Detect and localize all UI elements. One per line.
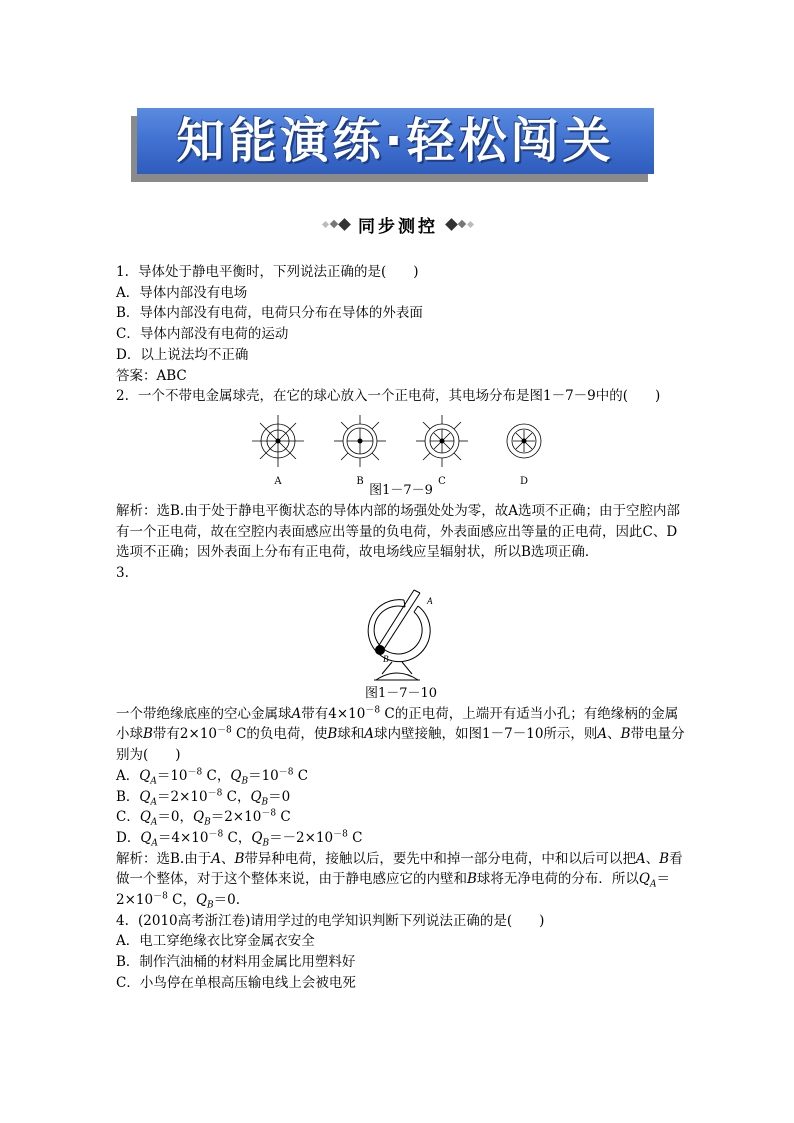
section-header	[316, 212, 480, 236]
figure-caption: 图1－7－9	[369, 482, 433, 498]
question-3-stem: 一个带绝缘底座的空心金属球A带有$4\times 10^{-8}$ C的正电荷，上端开有适当小孔；有绝缘柄的金属小球B带有$2\times 10^{-8}$ C的负电荷，使B球和A球内壁接触，如图1－7－10所示，则A、B带电量分别为( )	[116, 705, 685, 764]
question-4-option: C．小鸟停在单根高压输电线上会被电死	[116, 974, 356, 991]
radial-field-icon	[413, 413, 471, 469]
section-subtitle: 同步测控	[358, 216, 438, 237]
question-4-option: A．电工穿绝缘衣比穿金属衣安全	[116, 933, 315, 950]
diamond-ornament-icon	[458, 220, 466, 228]
question-3-option: D．$Q_A=4\times 10^{-8}$ C，$Q_B=-2\times 10^{-8}$ C	[116, 829, 363, 849]
question-content	[116, 262, 686, 994]
question-1-stem: 1. 导体处于静电平衡时，下列说法正确的是( )	[116, 264, 419, 280]
diamond-ornament-icon	[338, 218, 351, 231]
field-diagram-d	[492, 413, 556, 487]
diamond-ornament-icon	[467, 220, 474, 227]
option-label: B	[356, 475, 364, 487]
radial-field-icon	[495, 413, 553, 469]
question-3-number: 3.	[116, 565, 129, 582]
banner-title: 知能演练·轻松闯关	[176, 113, 615, 169]
label-a: A	[427, 595, 433, 606]
question-3-analysis: 解析：选B.由于A、B带异种电荷，接触以后，要先中和掉一部分电荷，中和以后可以把A、B看做一个整体，对于这个整体来说，由于静电感应它的内壁和B球将无净电荷的分布．所以$Q_A=2\times 10^{-8}$ C，$Q_B=0$.	[116, 850, 683, 911]
question-2-analysis: 解析：选B.由于处于静电平衡状态的导体内部的场强处处为零，故A选项不正确；由于空腔内部有一个正电荷，故在空腔内表面感应出等量的负电荷，外表面感应出等量的正电荷，因此C、D选项不正确；因外表面上分布有正电荷，故电场线应呈辐射状，所以B选项正确．	[116, 502, 680, 561]
question-3-option: A．$Q_A=10^{-8}$ C，$Q_B=10^{-8}$ C	[116, 767, 309, 787]
question-3-option: B．$Q_A=2\times 10^{-8}$ C，$Q_B=0$	[116, 788, 291, 808]
option-label: A	[274, 475, 282, 487]
field-diagram-c	[410, 413, 474, 487]
question-1-option: C．导体内部没有电荷的运动	[116, 326, 289, 343]
question-1-option: A．导体内部没有电场	[116, 284, 248, 301]
question-4-stem: 4. (2010高考浙江卷)请用学过的电学知识判断下列说法正确的是( )	[116, 912, 545, 929]
hollow-sphere-apparatus-icon	[356, 588, 446, 684]
field-diagram-b	[328, 413, 392, 487]
question-4-option: B．制作汽油桶的材料用金属比用塑料好	[116, 954, 356, 971]
radial-field-icon	[331, 413, 389, 469]
question-2-stem: 2. 一个不带电金属球壳，在它的球心放入一个正电荷，其电场分布是图1－7－9中的( )	[116, 388, 661, 405]
label-b: B	[383, 653, 389, 664]
diamond-ornament-icon	[322, 220, 329, 227]
figure-caption: 图1－7－10	[364, 685, 438, 701]
field-diagram-a	[246, 413, 310, 487]
diamond-ornament-icon	[445, 218, 458, 231]
question-1-option: D．以上说法均不正确	[116, 346, 249, 363]
figure-1-7-10	[116, 588, 686, 684]
question-3-option: C．$Q_A=0$，$Q_B=2\times 10^{-8}$ C	[116, 808, 291, 828]
question-1-option: B．导体内部没有电荷，电荷只分布在导体的外表面	[116, 305, 423, 322]
radial-field-icon	[249, 413, 307, 469]
option-label: D	[519, 475, 529, 487]
title-banner	[137, 108, 654, 174]
question-1-answer: 答案：ABC	[116, 367, 187, 384]
option-label: C	[438, 475, 446, 487]
figure-1-7-9	[116, 413, 686, 487]
